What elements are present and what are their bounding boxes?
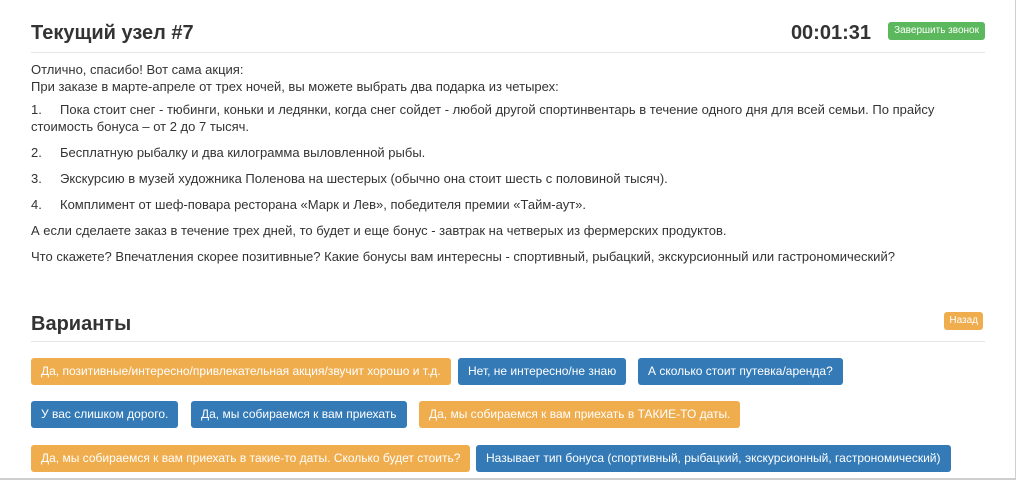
node-header <box>31 18 985 53</box>
variants-title: Варианты <box>31 313 132 335</box>
option-visit-dates-button[interactable]: Да, мы собираемся к вам приехать в ТАКИЕ-ТО даты. <box>419 401 740 428</box>
list-item <box>31 144 981 161</box>
list-number: 3. <box>31 171 42 186</box>
list-item <box>31 196 981 213</box>
list-text: Бесплатную рыбалку и два килограмма выловленной рыбы. <box>60 145 426 160</box>
intro-line: Отлично, спасибо! Вот сама акция: <box>31 62 244 77</box>
list-text: Комплимент от шеф-повара ресторана «Марк и Лев», победителя премии «Тайм-аут». <box>60 197 587 212</box>
list-text: Экскурсию в музей художника Поленова на шестерых (обычно она стоит шесть с половиной тысяч). <box>60 171 668 186</box>
script-text <box>31 61 981 274</box>
list-item <box>31 170 981 187</box>
list-number: 2. <box>31 145 42 160</box>
bonus-line: А если сделаете заказ в течение трех дней, то будет и еще бонус - завтрак на четверых из фермерских продуктов. <box>31 223 727 238</box>
option-not-interested-button[interactable]: Нет, не интересно/не знаю <box>458 358 626 385</box>
call-timer: 00:01:31 <box>790 22 871 44</box>
back-button[interactable]: Назад <box>944 312 983 330</box>
list-text: Пока стоит снег - тюбинги, коньки и ледянки, когда снег сойдет - любой другой спортинвентарь в течение одного дня для всей семьи. По прайсу стоимость бонуса – от 2 до 7 тысяч. <box>31 102 935 134</box>
option-too-expensive-button[interactable]: У вас слишком дорого. <box>31 401 178 428</box>
question-line: Что скажете? Впечатления скорее позитивные? Какие бонусы вам интересны - спортивный, рыбацкий, экскурсионный или гастрономический? <box>31 249 895 264</box>
list-number: 4. <box>31 197 42 212</box>
list-item <box>31 101 981 135</box>
option-price-question-button[interactable]: А сколько стоит путевка/аренда? <box>638 358 843 385</box>
variants-header <box>31 309 985 342</box>
script-intro <box>31 61 981 95</box>
end-call-button[interactable]: Завершить звонок <box>888 22 985 40</box>
intro-line: При заказе в марте-апреле от трех ночей, вы можете выбрать два подарка из четырех: <box>31 79 559 94</box>
option-planning-visit-button[interactable]: Да, мы собираемся к вам приехать <box>191 401 407 428</box>
list-number: 1. <box>31 102 42 117</box>
node-title: Текущий узел #7 <box>31 22 194 44</box>
option-bonus-type-button[interactable]: Называет тип бонуса (спортивный, рыбацкий, экскурсионный, гастрономический) <box>476 445 951 472</box>
option-positive-button[interactable]: Да, позитивные/интересно/привлекательная акция/звучит хорошо и т.д. <box>31 358 451 385</box>
option-visit-dates-price-button[interactable]: Да, мы собираемся к вам приехать в такие-то даты. Сколько будет стоить? <box>31 445 470 472</box>
